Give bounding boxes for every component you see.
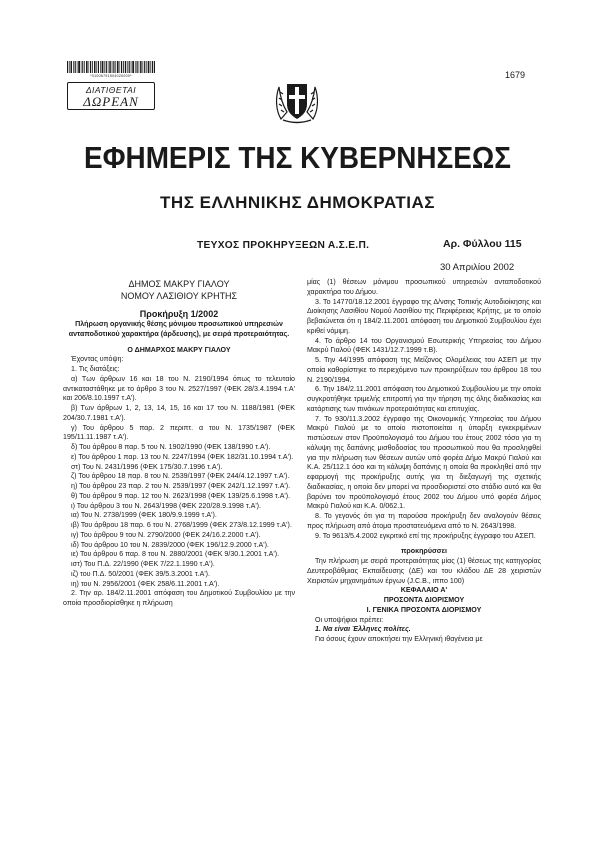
stamp-top-text: ΔΙΑΤΙΘΕΤΑΙ [85,85,137,95]
requirement-item: 1. Να είναι Έλληνες πολίτες. [315,625,411,634]
barcode [67,61,155,73]
sheet-number: Αρ. Φύλλου 115 [443,238,522,250]
paragraph: η) Του άρθρου 23 παρ. 2 του Ν. 2539/1997 (ΦΕΚ 242/1.12.1997 τ.Α'). [71,482,291,490]
paragraph: 6. Την 184/2.11.2001 απόφαση του Δημοτικού Συμβουλίου με την οποία συγκροτήθηκε τριμελής επιτροπή για την τήρηση της όλης διαδικασίας και κατάρτισης των πινάκων προτεραιότητας και επιτυχίας. [307,385,541,413]
greek-coat-of-arms-icon [275,78,319,124]
paragraph: ε) Του άρθρου 1 παρ. 13 του Ν. 2247/1994 (ΦΕΚ 182/31.10.1994 τ.Α'). [71,452,294,461]
page-number: 1679 [505,70,526,80]
announcement-subject: Πλήρωση οργανικής θέσης μόνιμου προσωπικού υπηρεσιών ανταποδοτικού χαρακτήρα (άρδευσης), με σειρά προτεραιότητας. [68,320,290,338]
paragraph: Έχοντας υπόψη: [71,355,124,364]
paragraph: Οι υποψήφιοι πρέπει: [315,615,384,624]
paragraph: ζ) Του άρθρου 18 παρ. 8 του Ν. 2539/1997 (ΦΕΚ 244/4.12.1997 τ.Α'). [71,472,290,481]
paragraph: 5. Την 44/1995 απόφαση της Μείζονος Ολομέλειας του ΑΣΕΠ με την οποία καθορίστηκε το περιεχόμενο των προκηρύξεων του άρθρου 18 του Ν. 2190/1994. [307,356,541,384]
issue-type: ΤΕΥΧΟΣ ΠΡΟΚΗΡΥΞΕΩΝ Α.Σ.Ε.Π. [197,240,370,251]
paragraph: 1. Τις διατάξεις: [71,365,120,373]
paragraph: 9. Το 9613/5.4.2002 εγκριτικό επί της προκήρυξης έγγραφο του ΑΣΕΠ. [315,531,536,540]
stamp-bottom-text: ΔΩΡΕΑΝ [83,94,139,109]
paragraph: ιγ) Του άρθρου 9 του Ν. 2790/2000 (ΦΕΚ 24/16.2.2000 τ.Α'). [71,530,261,539]
paragraph: β) Των άρθρων 1, 2, 13, 14, 15, 16 και 17 του Ν. 1188/1981 (ΦΕΚ 204/30.7.1981 τ.Α'). [63,404,295,422]
paragraph: 3. Το 14770/18.12.2001 έγγραφο της Δ/νσης Τοπικής Αυτοδιοίκησης και Διοίκησης Λασιθίου Νομού Λασιθίου της Περιφέρειας Κρήτης, με το οποίο βεβαιώνεται ότι η 184/2.11.2001 απόφαση του Δημοτικού Συμβουλίου έχει κριθεί νόμιμη. [307,297,541,335]
paragraph: ιη) του Ν. 2956/2001 (ΦΕΚ 258/6.11.2001 τ.Α'). [71,579,220,588]
paragraph: ιστ) Του Π.Δ. 22/1990 (ΦΕΚ 7/22.1.1990 τ.Α'). [71,560,215,568]
paragraph: ι) Του άρθρου 3 του Ν. 2643/1998 (ΦΕΚ 220/28.9.1998 τ.Α'). [71,501,262,510]
announcement-title: Προκήρυξη 1/2002 [139,309,219,319]
mayor-heading: Ο ΔΗΜΑΡΧΟΣ ΜΑΚΡΥ ΓΙΑΛΟΥ [127,345,231,354]
section-heading: ΠΡΟΣΟΝΤΑ ΔΙΟΡΙΣΜΟΥ [383,596,465,604]
paragraph: θ) Του άρθρου 9 παρ. 12 του Ν. 2623/1998 (ΦΕΚ 139/25.6.1998 τ.Α'). [71,491,291,500]
paragraph: στ) Του Ν. 2431/1996 (ΦΕΚ 175/30.7.1996 τ.Α'). [71,462,223,471]
paragraph: 4. Το άρθρο 14 του Οργανισμού Εσωτερικής Υπηρεσίας του Δήμου Μακρύ Γιαλού (ΦΕΚ 1431/12.7.1999 τ.Β). [307,336,541,355]
paragraph: ιβ) Του άρθρου 18 παρ. 6 του Ν. 2768/1999 (ΦΕΚ 273/8.12.1999 τ.Α'). [71,521,292,529]
right-column [307,278,541,645]
paragraph: 7. Το 930/11.3.2002 έγγραφο της Οικονομικής Υπηρεσίας του Δήμου Μακρύ Γιαλού με το οποίο πιστοποιείται η ύπαρξη εγκεκριμένων πιστώσεων στον Προϋπολογισμό του Δήμου του έτους 2002 τόσο για τη κάλυψη της δαπάνης μισθοδοσίας του προσωπικού που θα προσληφθεί για την πλήρωση των θέσεων αυτών υπό φορέα Δήμο Μακρύ Γιαλού και Κ.Α. 25/112.1 όσο και τη κάλυψη δαπάνης η οποία θα προκληθεί από την εφαρμογή της προκήρυξης αυτής για τη διεξαγωγή της σχετικής διαδικασίας, η οποία δεν μπορεί να προσδιοριστεί στο στάδιο αυτό και θα βαρύνει τον προϋπολογισμό έτους 2002 του Δήμου υπό φορέα Δήμος Μακρύ Γιαλού και Κ.Α. 0/062.1. [307,414,541,511]
paragraph: ιε) Του άρθρου 6 παρ. 8 του Ν. 2880/2001 (ΦΕΚ 9/30.1.2001 τ.Α'). [71,550,280,559]
issue-date: 30 Απριλίου 2002 [440,262,515,273]
paragraph: ιζ) του Π.Δ. 50/2001 (ΦΕΚ 39/5.3.2001 τ.Α'). [71,569,211,578]
paragraph: α) Των άρθρων 16 και 18 του Ν. 2190/1994 όπως το τελευταίο αντικαταστάθηκε με το άρθρο 3 του Ν. 2527/1997 (ΦΕΚ 28/3.4.1994 τ.Α' και 206/8.10.1997 τ.Α'). [63,374,295,403]
gazette-subtitle: ΤΗΣ ΕΛΛΗΝΙΚΗΣ ΔΗΜΟΚΡΑΤΙΑΣ [160,193,435,212]
prefecture-name: ΝΟΜΟΥ ΛΑΣΙΘΙΟΥ ΚΡΗΤΗΣ [120,291,238,301]
free-distribution-stamp [67,82,155,110]
subsection-heading: Ι. ΓΕΝΙΚΑ ΠΡΟΣΟΝΤΑ ΔΙΟΡΙΣΜΟΥ [366,605,482,614]
paragraph: ια) Του Ν. 2738/1999 (ΦΕΚ 180/9.9.1999 τ.Α'). [71,511,217,520]
chapter-heading: ΚΕΦΑΛΑΙΟ Α' [400,586,448,595]
proclaims-heading: προκηρύσσει [400,547,447,556]
paragraph: γ) Του άρθρου 5 παρ. 2 περιπτ. α του Ν. 1735/1987 (ΦΕΚ 195/11.11.1987 τ.Α'). [63,423,295,442]
paragraph: δ) Του άρθρου 8 παρ. 5 του Ν. 1902/1990 (ΦΕΚ 138/1990 τ.Α'). [71,443,271,451]
municipality-name: ΔΗΜΟΣ ΜΑΚΡΥ ΓΙΑΛΟΥ [128,279,230,289]
paragraph: Για όσους έχουν αποκτήσει την Ελληνική ιθαγένεια με [315,635,483,643]
left-column [63,278,295,609]
paragraph: 2. Την αρ. 184/2.11.2001 απόφαση του Δημοτικού Συμβουλίου με την οποία προσδιορίσθηκε η πλήρωση [63,589,295,607]
paragraph: Την πλήρωση με σειρά προτεραιότητας μίας (1) θέσεως της κατηγορίας Δευτεροβάθμιας Εκπαίδευσης (ΔΕ) και του κλάδου ΔΕ 28 χειριστών Χειριστών μηχανημάτων έργων (J.C.B., ιππο 100) [307,557,541,585]
barcode-number: *01006791504020000* [90,74,132,78]
paragraph: 8. Το γεγονός ότι για τη παρούσα προκήρυξη δεν αναλογούν θέσεις προς πλήρωση από άτομα προστατευόμενα από το Ν. 2643/1998. [307,512,541,530]
gazette-title: ΕΦΗΜΕΡΙΣ ΤΗΣ ΚΥΒΕΡΝΗΣΕΩΣ [84,140,511,175]
paragraph: μίας (1) θέσεων μόνιμου προσωπικού υπηρεσιών ανταποδοτικού χαρακτήρα του Δήμου. [307,278,541,296]
paragraph: ιδ) Του άρθρου 10 του Ν. 2839/2000 (ΦΕΚ 196/12.9.2000 τ.Α'). [71,540,269,549]
